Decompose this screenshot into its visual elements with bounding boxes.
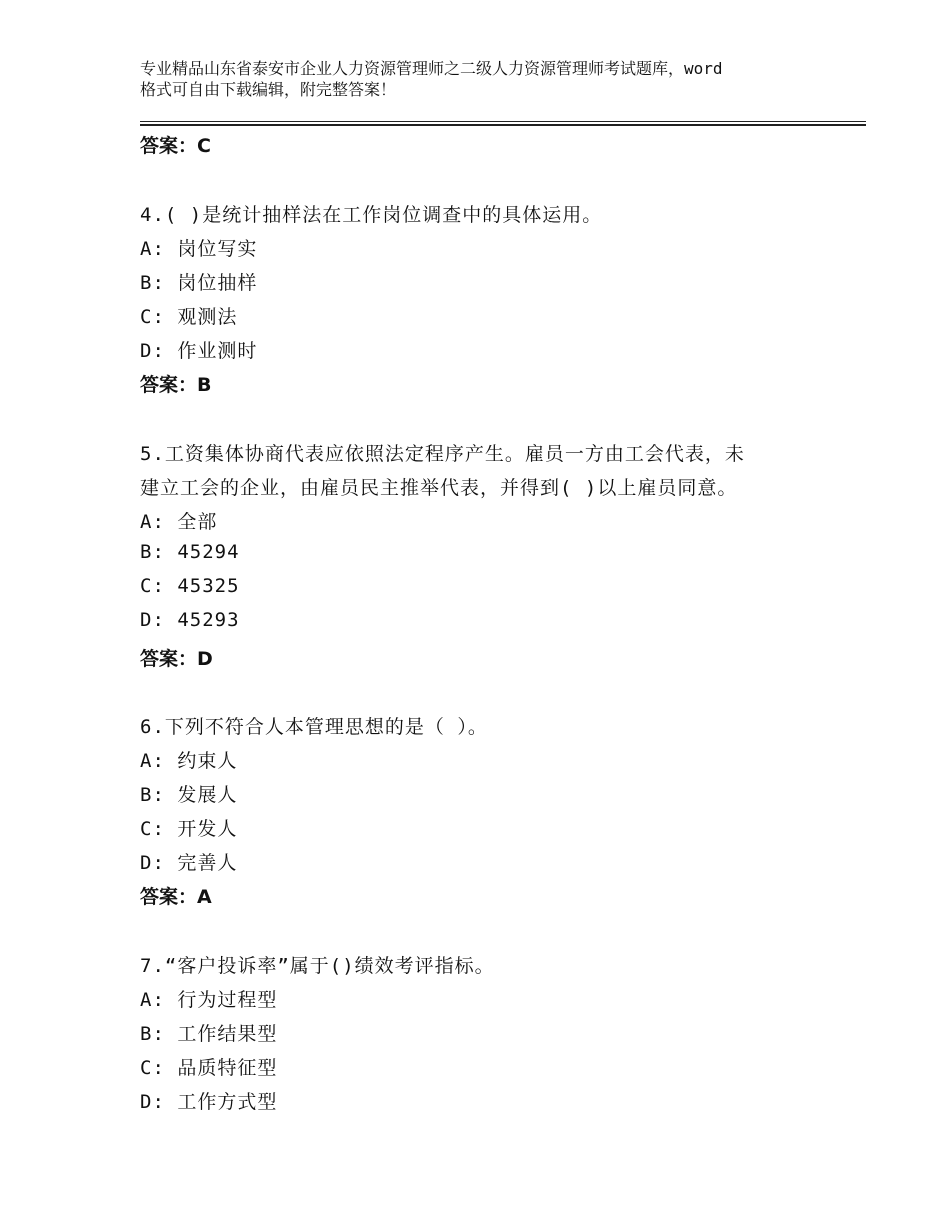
question-7-text: 7.“客户投诉率”属于()绩效考评指标。 (140, 955, 495, 977)
question-4-option-c: C: 观测法 (140, 306, 238, 328)
question-6-answer: 答案：A (140, 886, 212, 908)
document-header (140, 58, 830, 100)
question-6-option-a: A: 约束人 (140, 750, 238, 772)
header-line-2: 格式可自由下载编辑，附完整答案！ (140, 80, 397, 99)
question-6-option-c: C: 开发人 (140, 818, 238, 840)
header-divider-thin (140, 121, 866, 122)
question-7-option-d: D: 工作方式型 (140, 1091, 278, 1113)
question-5-option-a: A: 全部 (140, 511, 218, 533)
header-line-1: 专业精品山东省泰安市企业人力资源管理师之二级人力资源管理师考试题库，word (140, 59, 723, 78)
question-5-text-line-2: 建立工会的企业，由雇员民主推举代表，并得到( )以上雇员同意。 (140, 477, 738, 499)
question-6-text: 6.下列不符合人本管理思想的是（ ）。 (140, 716, 488, 738)
question-7-option-c: C: 品质特征型 (140, 1057, 278, 1079)
question-5-option-d: D: 45293 (140, 609, 240, 631)
question-4-option-a: A: 岗位写实 (140, 238, 258, 260)
question-5-option-c: C: 45325 (140, 575, 240, 597)
question-7-option-a: A: 行为过程型 (140, 989, 278, 1011)
question-5-text-line-1: 5.工资集体协商代表应依照法定程序产生。雇员一方由工会代表，未 (140, 443, 745, 465)
question-4-option-d: D: 作业测时 (140, 340, 258, 362)
answer-prev: 答案：C (140, 135, 211, 157)
header-divider-thick (140, 124, 866, 126)
question-4-text: 4.( )是统计抽样法在工作岗位调查中的具体运用。 (140, 204, 603, 226)
question-5-option-b: B: 45294 (140, 541, 240, 563)
question-5-answer: 答案：D (140, 648, 213, 670)
question-7-option-b: B: 工作结果型 (140, 1023, 278, 1045)
question-4-answer: 答案：B (140, 374, 212, 396)
question-6-option-d: D: 完善人 (140, 852, 238, 874)
question-6-option-b: B: 发展人 (140, 784, 238, 806)
question-4-option-b: B: 岗位抽样 (140, 272, 258, 294)
